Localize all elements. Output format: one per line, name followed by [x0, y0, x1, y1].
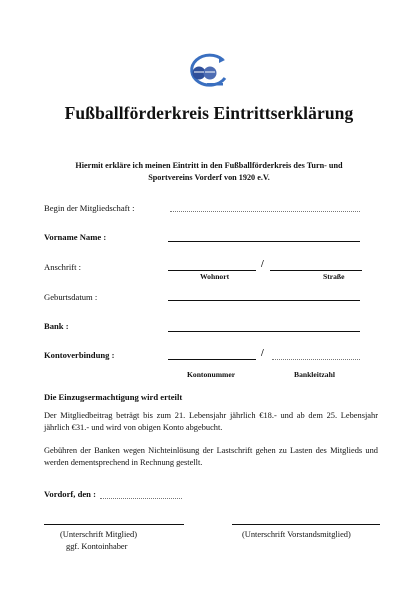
label-strasse: Straße — [323, 272, 345, 281]
field-name[interactable] — [168, 241, 360, 242]
signature-label-member: (Unterschrift Mitglied) — [60, 530, 137, 539]
account-separator: / — [261, 348, 264, 359]
label-anschrift: Anschrift : — [44, 262, 81, 272]
signature-line-board[interactable] — [232, 524, 380, 525]
label-ort-datum: Vordorf, den : — [44, 489, 96, 499]
intro-text — [20, 160, 398, 184]
label-bank: Bank : — [44, 321, 69, 331]
einzug-paragraph-2: Gebühren der Banken wegen Nichteinlösung der Lastschrift gehen zu Lasten des Mitglieds und werden dementsprechend in Rechnung gestellt. — [44, 446, 378, 467]
field-datum[interactable] — [100, 498, 182, 499]
signature-label-account-holder: ggf. Kontoinhaber — [66, 542, 128, 551]
field-geburtsdatum[interactable] — [168, 300, 360, 301]
label-name: Vorname Name : — [44, 232, 107, 242]
field-beginn[interactable] — [170, 211, 360, 212]
label-kontonummer: Kontonummer — [187, 370, 236, 379]
intro-line-1: Hiermit erkläre ich meinen Eintritt in den Fußballförderkreis des Turn- und — [75, 161, 343, 170]
field-bank[interactable] — [168, 331, 360, 332]
signature-line-member[interactable] — [44, 524, 184, 525]
field-kontonummer[interactable] — [168, 359, 256, 360]
field-wohnort[interactable] — [168, 270, 256, 271]
label-bankleitzahl: Bankleitzahl — [294, 370, 335, 379]
field-bankleitzahl[interactable] — [272, 359, 360, 360]
einzug-paragraph-1: Der Mitgliedbeitrag beträgt bis zum 21. Lebensjahr jährlich €18.- und ab dem 25. Lebensjahr jährlich €31.- und wird von obigen Konto abgebucht. — [44, 411, 378, 432]
einzug-heading: Die Einzugsermachtigung wird erteilt — [44, 392, 183, 402]
label-konto: Kontoverbindung : — [44, 350, 115, 360]
address-separator: / — [261, 259, 264, 270]
label-wohnort: Wohnort — [200, 272, 230, 281]
label-geburtsdatum: Geburtsdatum : — [44, 292, 98, 302]
intro-line-2: Sportvereins Vorderf von 1920 e.V. — [148, 173, 270, 182]
club-crest-logo — [183, 52, 231, 92]
field-strasse[interactable] — [270, 270, 362, 271]
label-beginn: Begin der Mitgliedschaft : — [44, 203, 135, 213]
document-title: Fußballförderkreis Eintrittserklärung — [64, 103, 354, 123]
signature-label-board: (Unterschrift Vorstandsmitglied) — [242, 530, 351, 539]
